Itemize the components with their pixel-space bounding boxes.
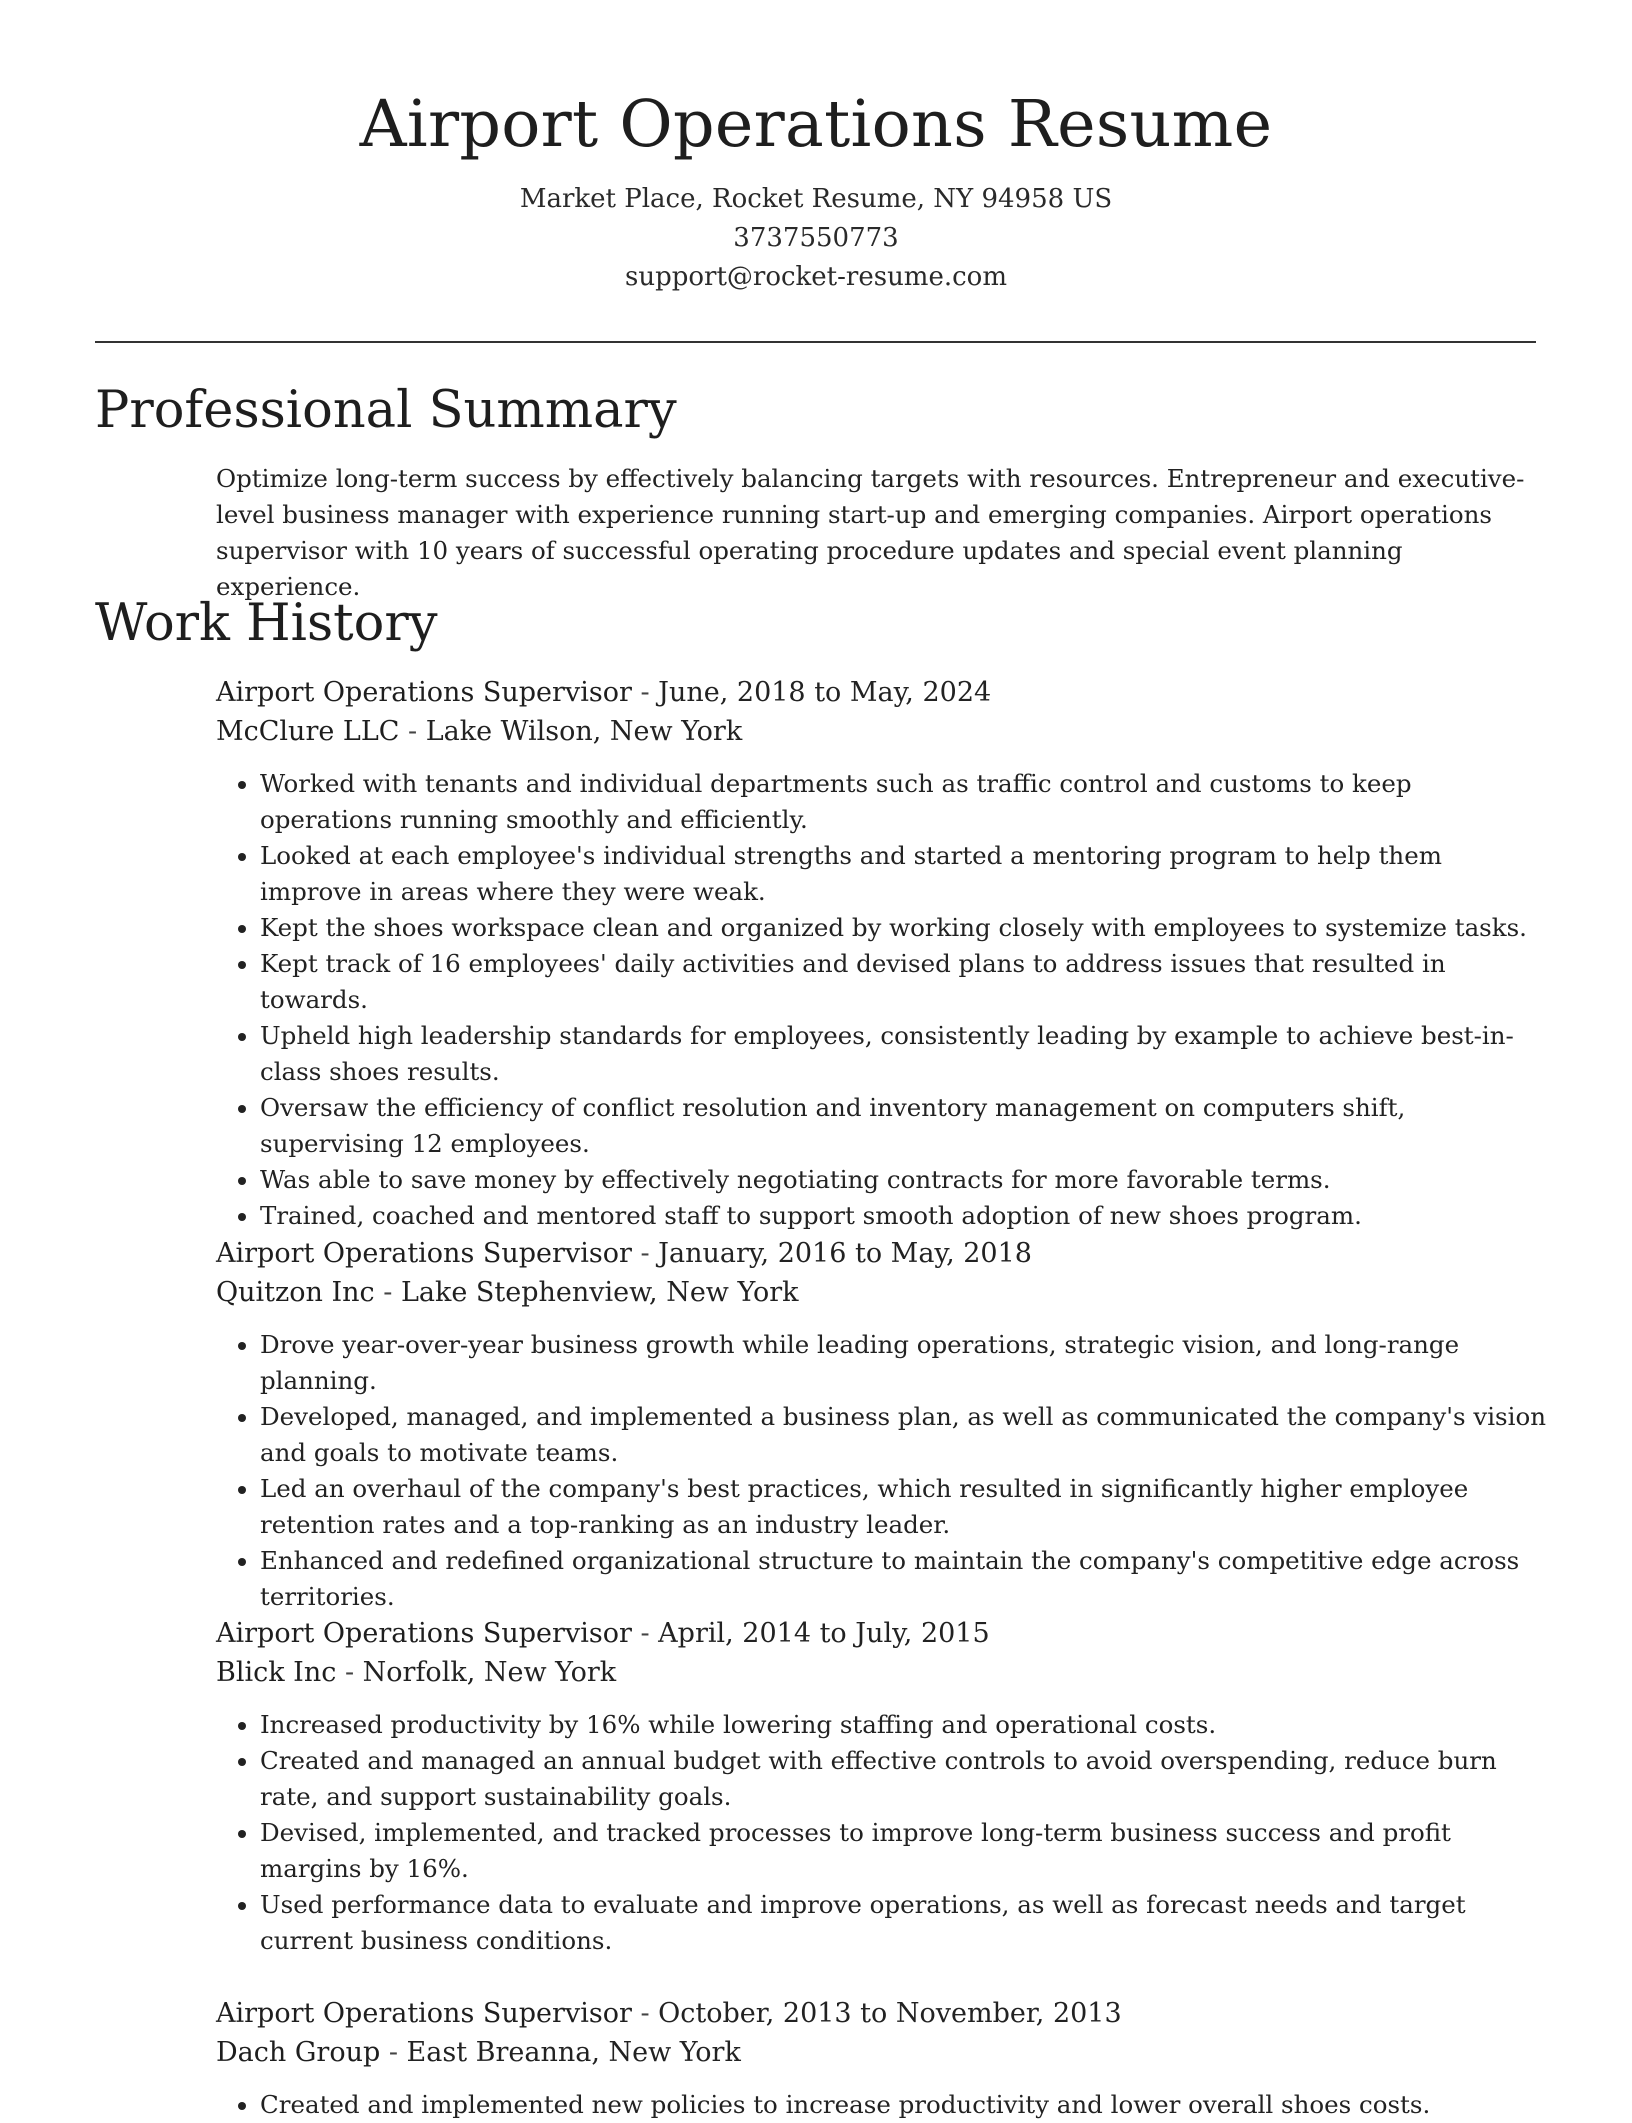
job-title-line <box>216 1614 1546 1653</box>
job-dates: January, 2016 to May, 2018 <box>658 1238 1032 1269</box>
job-location: Norfolk, New York <box>362 1657 617 1688</box>
contact-email: support@rocket-resume.com <box>624 262 1007 292</box>
job-company: Dach Group <box>216 2037 381 2068</box>
bullet-item: • Created and managed an annual budget with effective controls to avoid overspending, reduce burn rate, and support sustainability goals. <box>260 1743 1546 1815</box>
job-dates: June, 2018 to May, 2024 <box>658 677 992 708</box>
job-entry <box>216 673 1546 1234</box>
bullet-item: • Led an overhaul of the company's best practices, which resulted in significantly higher employee retention rates and a top-ranking as an industry leader. <box>260 1471 1546 1543</box>
separator: - <box>631 677 659 708</box>
separator: - <box>380 2037 407 2068</box>
job-company-line <box>216 1653 1546 1692</box>
contact-phone: 3737550773 <box>733 223 899 253</box>
job-entry <box>216 1234 1546 1615</box>
separator: - <box>631 1998 659 2029</box>
separator: - <box>631 1238 659 1269</box>
bullet-item: • Increased productivity by 16% while lowering staffing and operational costs. <box>260 1707 1546 1743</box>
section-title-summary: Professional Summary <box>95 381 677 440</box>
bullet-item: • Worked with tenants and individual departments such as traffic control and customs to keep operations running smoothly and efficiently. <box>260 766 1546 838</box>
bullet-item: • Oversaw the efficiency of conflict resolution and inventory management on computers shift, supervising 12 employees. <box>260 1090 1546 1162</box>
section-title-work-history: Work History <box>95 594 438 653</box>
job-title: Airport Operations Supervisor <box>216 1998 632 2029</box>
bullet-item: • Created and implemented new policies to increase productivity and lower overall shoes costs. <box>260 2087 1546 2123</box>
separator: - <box>399 716 426 747</box>
job-dates: October, 2013 to November, 2013 <box>658 1998 1122 2029</box>
job-location: East Breanna, New York <box>406 2037 741 2068</box>
job-title: Airport Operations Supervisor <box>216 1238 632 1269</box>
job-title: Airport Operations Supervisor <box>216 677 632 708</box>
job-location: Lake Stephenview, New York <box>400 1277 799 1308</box>
job-company: Blick Inc <box>216 1657 337 1688</box>
bullet-item: • Used performance data to evaluate and improve operations, as well as forecast needs and target current business conditions. <box>260 1887 1546 1959</box>
job-bullets <box>216 1707 1546 1959</box>
separator: - <box>631 1618 659 1649</box>
job-dates: April, 2014 to July, 2015 <box>658 1618 990 1649</box>
job-company: Quitzon Inc <box>216 1277 375 1308</box>
bullet-item: • Trained, coached and mentored staff to support smooth adoption of new shoes program. <box>260 1198 1546 1234</box>
job-location: Lake Wilson, New York <box>425 716 743 747</box>
job-bullets <box>216 766 1546 1234</box>
job-title-line <box>216 1994 1546 2033</box>
job-entry <box>216 1614 1546 1959</box>
job-title-line <box>216 1234 1546 1273</box>
job-title-line <box>216 673 1546 712</box>
job-company-line <box>216 2033 1546 2072</box>
contact-block <box>0 180 1632 297</box>
bullet-item: • Looked at each employee's individual strengths and started a mentoring program to help them improve in areas where they were weak. <box>260 838 1546 910</box>
bullet-item: • Devised, implemented, and tracked processes to improve long-term business success and profit margins by 16%. <box>260 1815 1546 1887</box>
job-title: Airport Operations Supervisor <box>216 1618 632 1649</box>
job-company-line <box>216 712 1546 751</box>
job-bullets <box>216 2087 1546 2123</box>
job-company: McClure LLC <box>216 716 400 747</box>
job-company-line <box>216 1273 1546 1312</box>
resume-header <box>0 80 1632 297</box>
separator: - <box>336 1657 363 1688</box>
separator: - <box>374 1277 401 1308</box>
header-divider <box>95 341 1536 343</box>
bullet-item: • Kept track of 16 employees' daily activities and devised plans to address issues that resulted in towards. <box>260 946 1546 1018</box>
bullet-item: • Enhanced and redefined organizational structure to maintain the company's competitive edge across territories. <box>260 1543 1546 1615</box>
bullet-item: • Upheld high leadership standards for employees, consistently leading by example to achieve best-in-class shoes results. <box>260 1018 1546 1090</box>
job-bullets <box>216 1327 1546 1615</box>
bullet-item: • Kept the shoes workspace clean and organized by working closely with employees to systemize tasks. <box>260 910 1546 946</box>
contact-address: Market Place, Rocket Resume, NY 94958 US <box>519 184 1113 214</box>
job-entry <box>216 1994 1546 2123</box>
resume-title: Airport Operations Resume <box>359 87 1273 162</box>
bullet-item: • Drove year-over-year business growth while leading operations, strategic vision, and long-range planning. <box>260 1327 1546 1399</box>
bullet-item: • Was able to save money by effectively negotiating contracts for more favorable terms. <box>260 1162 1546 1198</box>
summary-text: Optimize long-term success by effectively balancing targets with resources. Entrepreneur and executive-level business manager with experience running start-up and emerging companies. Airport operations supervisor with 10 years of successful operating procedure updates and special event planning experience. <box>216 464 1525 601</box>
bullet-item: • Developed, managed, and implemented a business plan, as well as communicated the company's vision and goals to motivate teams. <box>260 1399 1546 1471</box>
